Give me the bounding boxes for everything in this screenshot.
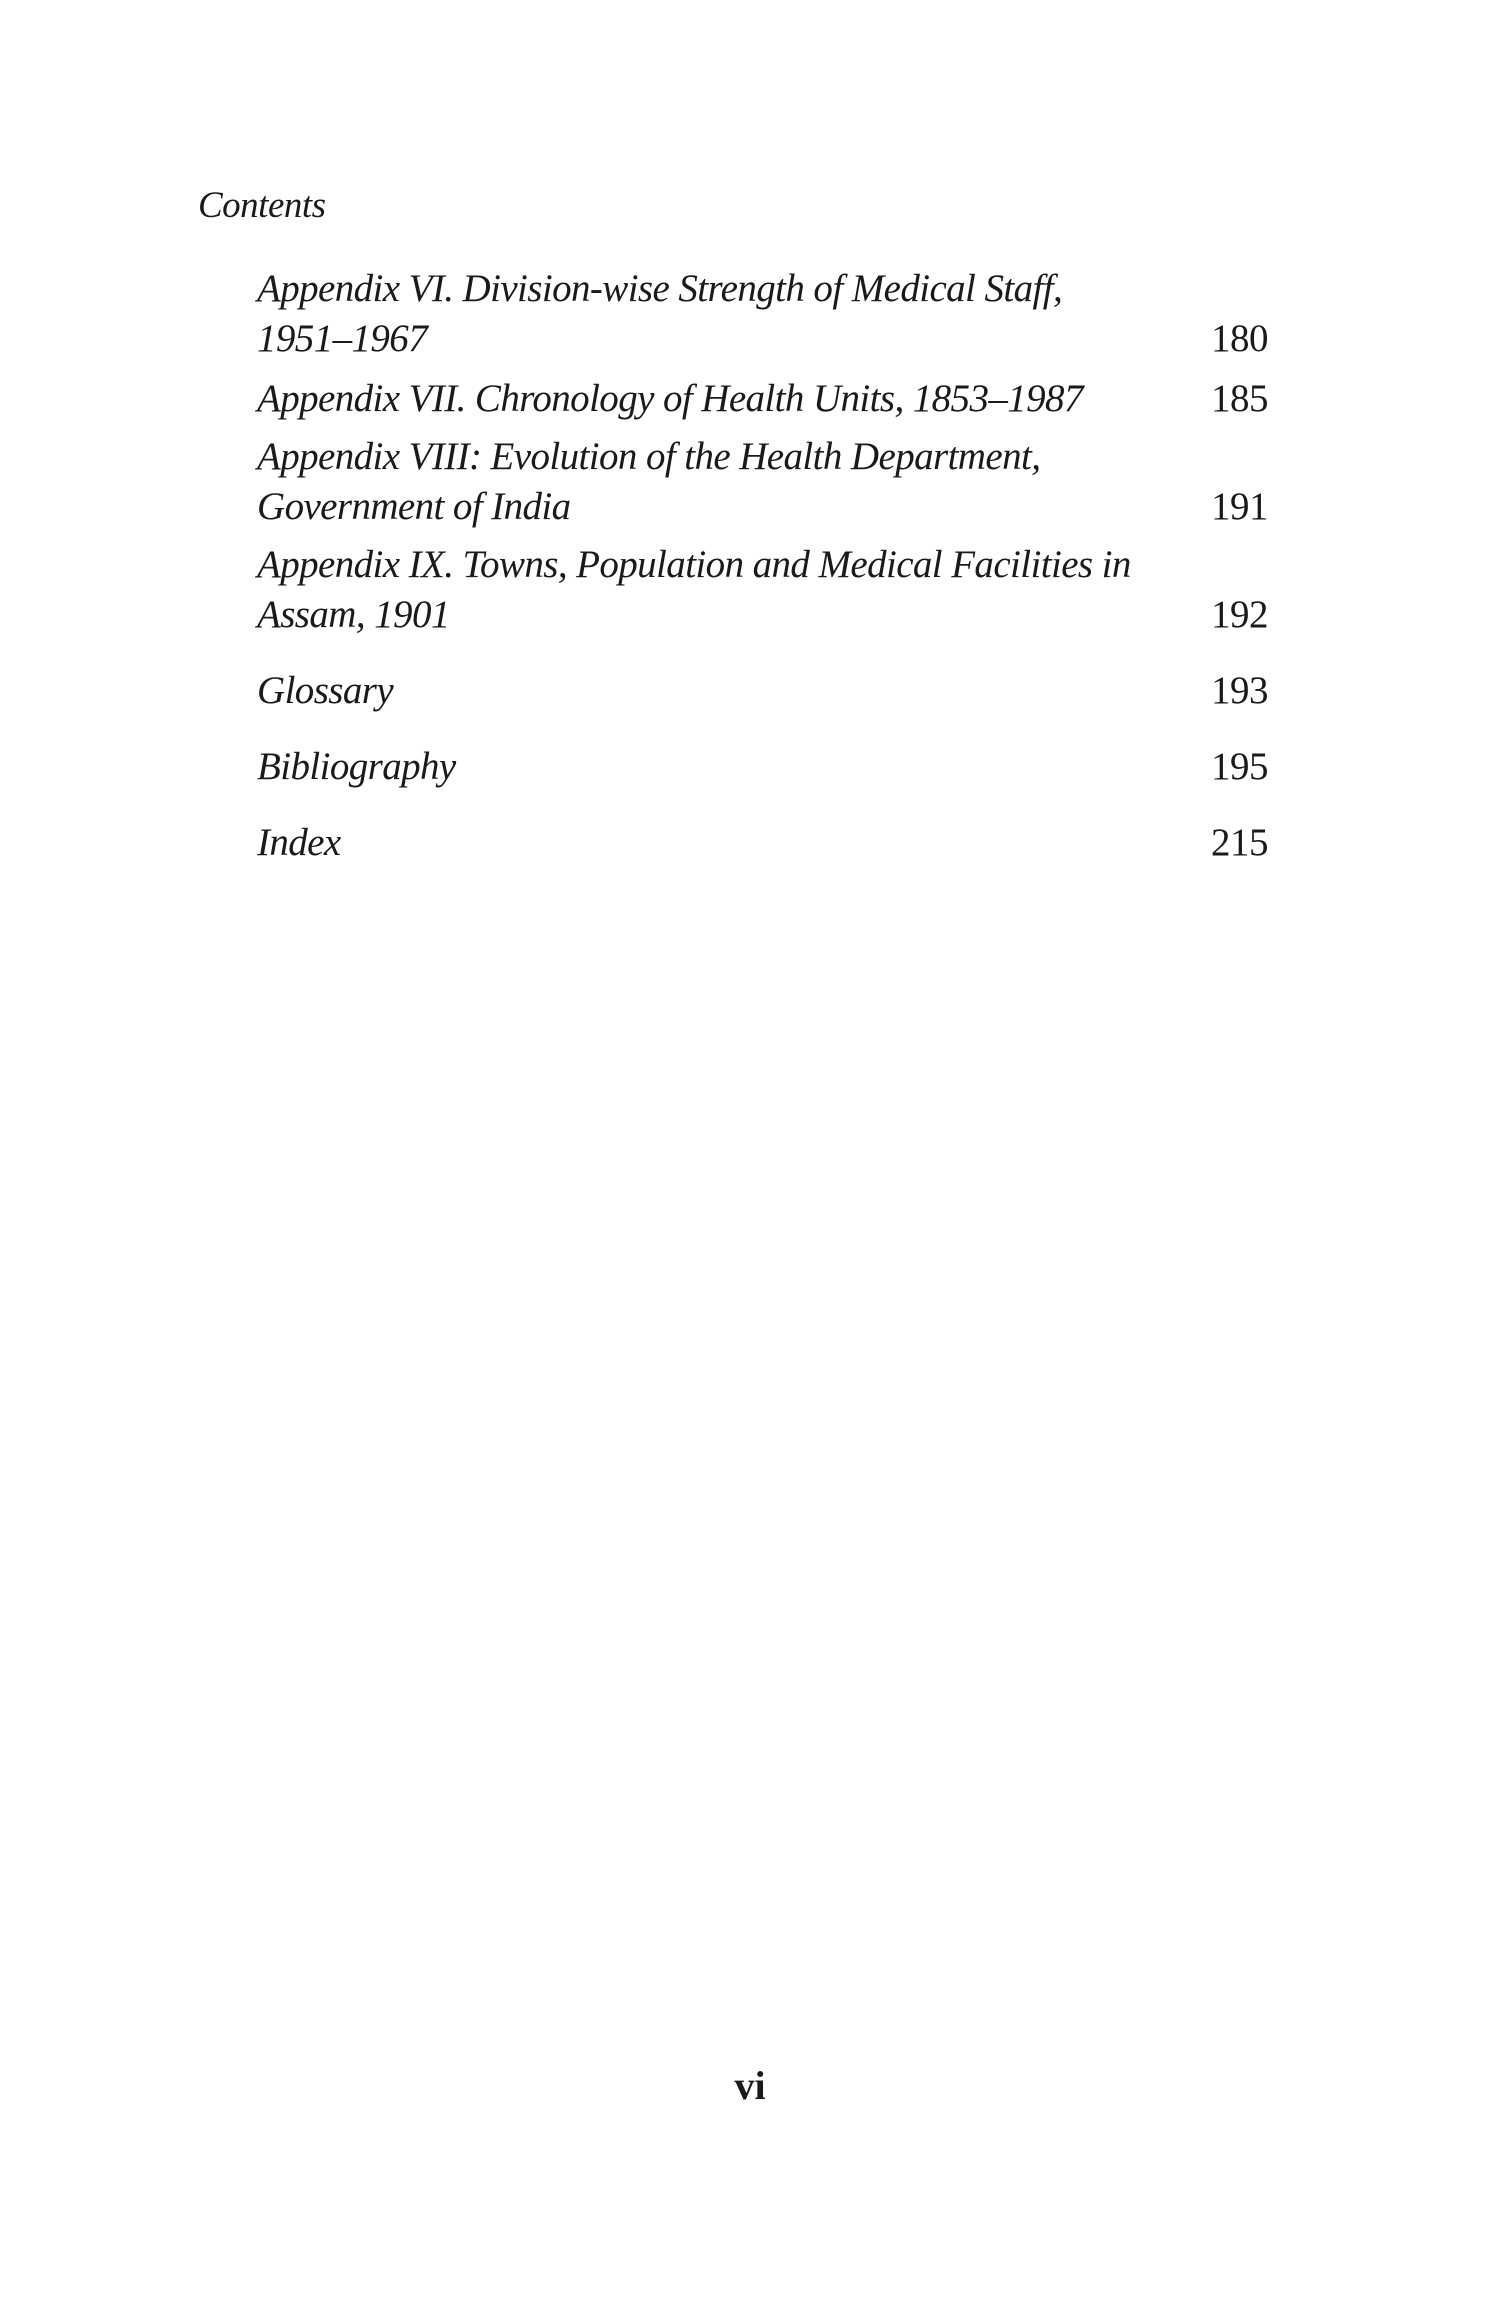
toc-entry-bibliography (257, 742, 1268, 792)
toc-entry-page: 215 (1211, 821, 1268, 864)
toc-entry-title: Glossary (257, 669, 394, 712)
toc-entry-page: 180 (1211, 317, 1268, 360)
toc-entry-title: Appendix IX. Towns, Population and Medical Facilities in Assam, 1901 (257, 543, 1131, 636)
table-of-contents (257, 264, 1268, 868)
toc-entry-page: 191 (1211, 485, 1268, 528)
toc-entry-appendix-vii (257, 374, 1268, 424)
toc-entry-appendix-viii (257, 432, 1268, 532)
page-number: vi (734, 2063, 766, 2108)
toc-entry-appendix-ix (257, 540, 1268, 640)
toc-entry-glossary (257, 666, 1268, 716)
toc-entry-title: Index (257, 821, 341, 864)
toc-entry-title: Appendix VIII: Evolution of the Health Department, Government of India (257, 435, 1041, 528)
toc-entry-page: 195 (1211, 745, 1268, 788)
toc-entry-page: 185 (1211, 377, 1268, 420)
toc-entry-page: 192 (1211, 593, 1268, 636)
toc-entry-index (257, 818, 1268, 868)
running-head: Contents (198, 185, 326, 226)
toc-entry-title: Bibliography (257, 745, 456, 788)
toc-entry-appendix-vi (257, 264, 1268, 364)
toc-entry-title: Appendix VI. Division-wise Strength of Medical Staff, 1951–1967 (257, 267, 1063, 360)
toc-entry-page: 193 (1211, 669, 1268, 712)
toc-entry-title: Appendix VII. Chronology of Health Units, 1853–1987 (257, 377, 1083, 420)
